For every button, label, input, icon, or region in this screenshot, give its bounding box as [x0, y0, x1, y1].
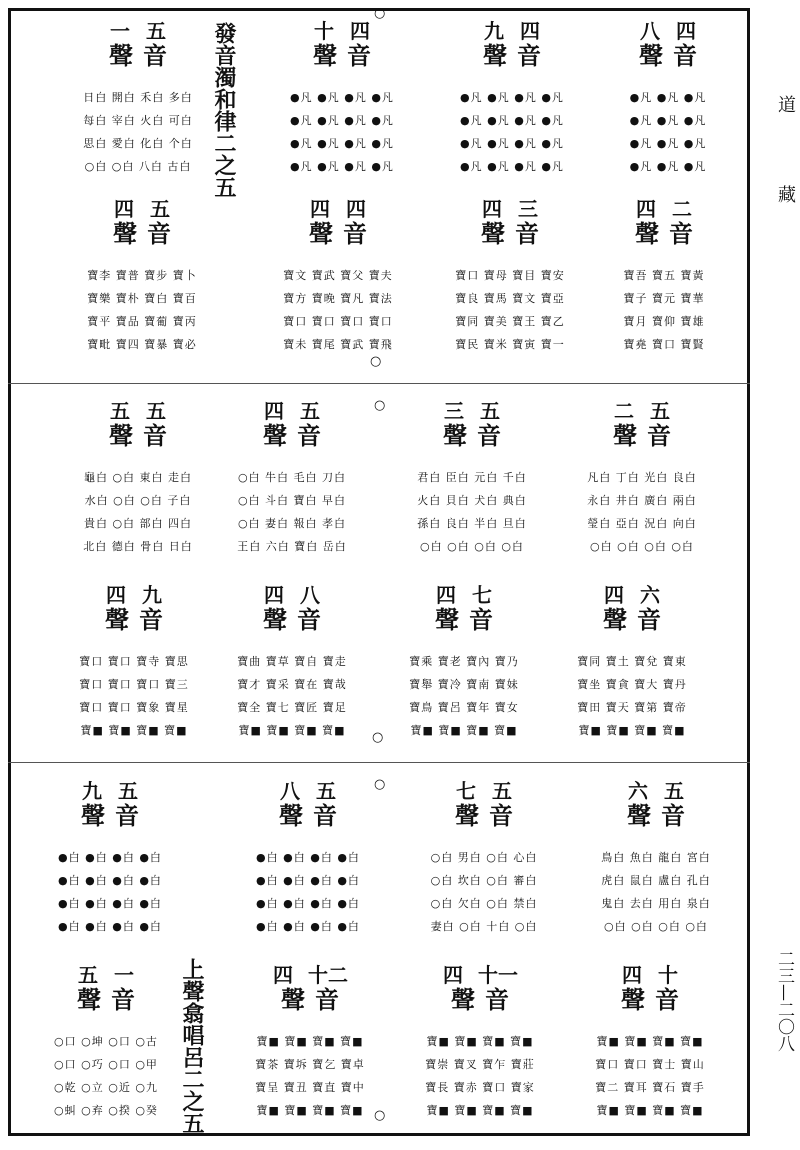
- header-char: 四: [482, 197, 502, 221]
- table-row: 寶崇 寶叉 寶乍 寶莊: [425, 1058, 535, 1071]
- table-row: ●白 ●白 ●白 ●白: [58, 851, 162, 864]
- table-row: 寶口 寶口 寶口 寶三: [79, 678, 189, 691]
- header-char: 五: [480, 399, 500, 423]
- header-char: 音: [477, 421, 501, 450]
- header-char: 聲: [443, 421, 467, 450]
- sound-table: [404, 780, 564, 938]
- table-row: 寶民 寶米 寶寅 寶一: [455, 338, 565, 351]
- header-char: 五: [492, 779, 512, 803]
- table-row: 寶樂 寶朴 寶白 寶百: [87, 292, 197, 305]
- header-char: 六: [640, 583, 660, 607]
- section-divider: [8, 762, 750, 763]
- header-char: 聲: [481, 219, 505, 248]
- header-char: 聲: [627, 801, 651, 830]
- table-row: 寶■ 寶■ 寶■ 寶■: [256, 1104, 364, 1117]
- table-row: 寶同 寶土 寶兌 寶東: [577, 655, 687, 668]
- sound-table: [562, 400, 722, 558]
- header-char: 四: [350, 19, 370, 43]
- table-row: ○白 妻白 報白 孝白: [237, 517, 347, 530]
- circle-marker: ○: [374, 777, 386, 792]
- table-row: 寶坐 寶貪 寶大 寶丹: [577, 678, 687, 691]
- table-row: 寶■ 寶■ 寶■ 寶■: [410, 724, 518, 737]
- table-row: ●凡 ●凡 ●凡 ●凡: [460, 160, 564, 173]
- sound-table: [584, 198, 744, 356]
- header-char: 四: [676, 19, 696, 43]
- header-char: 音: [517, 41, 541, 70]
- table-row: ●凡 ●凡 ●凡 ●凡: [290, 160, 394, 173]
- header-char: 四: [636, 197, 656, 221]
- table-row: ○白 欠白 ○白 禁白: [430, 897, 538, 910]
- table-row: 每白 宰白 火白 可白: [83, 114, 193, 127]
- table-row: 寶曲 寶草 寶自 寶走: [237, 655, 347, 668]
- header-char: 音: [669, 219, 693, 248]
- table-row: 永白 井白 廣白 兩白: [587, 494, 697, 507]
- header-char: 十二: [308, 963, 348, 987]
- header-char: 音: [515, 219, 539, 248]
- header-char: 五: [150, 197, 170, 221]
- header-char: 音: [485, 985, 509, 1014]
- header-char: 四: [310, 197, 330, 221]
- table-row: 寶乘 寶老 寶內 寶乃: [409, 655, 519, 668]
- sound-table: [430, 198, 590, 356]
- table-row: 寶呈 寶丑 寶直 寶中: [255, 1081, 365, 1094]
- header-char: 四: [436, 583, 456, 607]
- table-row: ○口 ○巧 ○口 ○甲: [54, 1058, 158, 1071]
- table-row: ●凡 ●凡 ●凡 ●凡: [460, 137, 564, 150]
- table-row: 日白 開白 禾白 多白: [83, 91, 193, 104]
- sound-table: [230, 964, 390, 1122]
- table-row: 寶舉 寶冷 寶南 寶妹: [409, 678, 519, 691]
- header-char: 四: [622, 963, 642, 987]
- header-char: 聲: [109, 41, 133, 70]
- sound-table: [262, 20, 422, 178]
- table-row: 寶堯 寶口 寶賢: [623, 338, 705, 351]
- header-char: 聲: [603, 605, 627, 634]
- table-row: ●凡 ●凡 ●凡 ●凡: [290, 91, 394, 104]
- sound-table: [62, 198, 222, 356]
- table-row: ●凡 ●凡 ●凡: [629, 114, 707, 127]
- section-divider: [8, 383, 750, 384]
- header-char: 聲: [483, 41, 507, 70]
- header-char: 音: [489, 801, 513, 830]
- section-title-note: 上聲翕唱呂二之五: [179, 958, 205, 1134]
- table-row: 寶茶 寶坼 寶乞 寶卓: [255, 1058, 365, 1071]
- table-row: 寶未 寶尾 寶武 寶飛: [283, 338, 393, 351]
- table-row: 寶全 寶七 寶匠 寶足: [237, 701, 347, 714]
- table-row: 虎白 鼠白 盧白 孔白: [601, 874, 711, 887]
- circle-marker: ○: [374, 6, 386, 21]
- sound-table: [54, 584, 214, 742]
- sound-table: [588, 20, 748, 178]
- table-row: 寶■ 寶■ 寶■ 寶■: [256, 1035, 364, 1048]
- table-row: 孫白 良白 半白 旦白: [417, 517, 527, 530]
- header-char: 十一: [478, 963, 518, 987]
- table-row: ●凡 ●凡 ●凡 ●凡: [290, 137, 394, 150]
- header-char: 音: [115, 801, 139, 830]
- header-char: 聲: [451, 985, 475, 1014]
- table-row: ○虯 ○弃 ○揆 ○癸: [54, 1104, 158, 1117]
- header-char: 七: [472, 583, 492, 607]
- header-char: 八: [300, 583, 320, 607]
- table-row: ○白 ○白 ○白 ○白: [604, 920, 708, 933]
- table-row: ○白 男白 ○白 心白: [430, 851, 538, 864]
- header-char: 三: [518, 197, 538, 221]
- header-char: 六: [628, 779, 648, 803]
- header-char: 音: [469, 605, 493, 634]
- header-char: 二: [672, 197, 692, 221]
- table-row: 寶■ 寶■ 寶■ 寶■: [426, 1104, 534, 1117]
- table-row: 寶文 寶武 寶父 寶夫: [283, 269, 393, 282]
- sound-table: [570, 964, 730, 1122]
- sound-table: [58, 20, 218, 178]
- table-row: ○白 牛白 毛白 刀白: [237, 471, 347, 484]
- header-char: 一: [114, 963, 134, 987]
- table-row: 寶毗 寶四 寶暴 寶必: [87, 338, 197, 351]
- header-char: 三: [444, 399, 464, 423]
- header-char: 音: [315, 985, 339, 1014]
- table-row: 寶口 寶口 寶象 寶星: [79, 701, 189, 714]
- header-char: 九: [142, 583, 162, 607]
- header-char: 五: [118, 779, 138, 803]
- table-row: 瑩白 亞白 況白 向白: [587, 517, 697, 530]
- table-row: 寶■ 寶■ 寶■ 寶■: [80, 724, 188, 737]
- table-row: ●凡 ●凡 ●凡: [629, 137, 707, 150]
- table-row: ●凡 ●凡 ●凡: [629, 160, 707, 173]
- table-row: 寶良 寶馬 寶文 寶亞: [455, 292, 565, 305]
- circle-marker: ○: [370, 354, 382, 369]
- header-char: 聲: [313, 41, 337, 70]
- table-row: 寶長 寶赤 寶口 寶家: [425, 1081, 535, 1094]
- header-char: 十: [314, 19, 334, 43]
- header-char: 音: [661, 801, 685, 830]
- header-char: 八: [640, 19, 660, 43]
- header-char: 聲: [279, 801, 303, 830]
- table-row: ○白 ○白 ○白 ○白: [590, 540, 694, 553]
- table-row: 寶口 寶母 寶目 寶安: [455, 269, 565, 282]
- circle-marker: ○: [372, 730, 384, 745]
- table-row: 君白 臣白 元白 千白: [417, 471, 527, 484]
- table-row: 思白 愛白 化白 个白: [83, 137, 193, 150]
- table-row: 寶■ 寶■ 寶■ 寶■: [426, 1035, 534, 1048]
- header-char: 五: [146, 399, 166, 423]
- table-row: ○乾 ○立 ○近 ○九: [54, 1081, 158, 1094]
- header-char: 音: [297, 421, 321, 450]
- sound-table: [228, 780, 388, 938]
- header-char: 聲: [281, 985, 305, 1014]
- table-row: ●凡 ●凡 ●凡 ●凡: [290, 114, 394, 127]
- margin-page-number: 二三—二〇八: [774, 950, 794, 1052]
- header-char: 聲: [77, 985, 101, 1014]
- sound-table: [212, 400, 372, 558]
- header-char: 聲: [639, 41, 663, 70]
- header-char: 一: [110, 19, 130, 43]
- sound-table: [258, 198, 418, 356]
- header-char: 五: [650, 399, 670, 423]
- header-char: 音: [147, 219, 171, 248]
- table-row: ○白 坎白 ○白 審白: [430, 874, 538, 887]
- header-char: 音: [139, 605, 163, 634]
- table-row: ○白 斗白 寶白 早白: [237, 494, 347, 507]
- table-row: 寶才 寶采 寶在 寶哉: [237, 678, 347, 691]
- header-char: 十: [658, 963, 678, 987]
- table-row: 鳥白 魚白 龍白 宮白: [601, 851, 711, 864]
- table-row: 寶■ 寶■ 寶■ 寶■: [596, 1104, 704, 1117]
- table-row: 凡白 丁白 光白 良白: [587, 471, 697, 484]
- table-row: ○口 ○坤 ○口 ○古: [54, 1035, 158, 1048]
- table-row: ○白 ○白 ○白 ○白: [420, 540, 524, 553]
- table-row: 妻白 ○白 十白 ○白: [430, 920, 538, 933]
- header-char: 音: [343, 219, 367, 248]
- header-char: 音: [647, 421, 671, 450]
- header-char: 二: [614, 399, 634, 423]
- header-char: 音: [673, 41, 697, 70]
- header-char: 聲: [113, 219, 137, 248]
- table-row: 寶同 寶美 寶王 寶乙: [455, 315, 565, 328]
- sound-table: [576, 780, 736, 938]
- sound-table: [30, 780, 190, 938]
- header-char: 五: [300, 399, 320, 423]
- sound-table: [58, 400, 218, 558]
- header-char: 音: [143, 421, 167, 450]
- header-char: 聲: [109, 421, 133, 450]
- table-row: ●凡 ●凡 ●凡: [629, 91, 707, 104]
- table-row: ●白 ●白 ●白 ●白: [256, 851, 360, 864]
- table-row: 龜白 ○白 東白 走白: [83, 471, 193, 484]
- table-row: 寶■ 寶■ 寶■ 寶■: [238, 724, 346, 737]
- section-title-note: 發音濁和律二之五: [211, 22, 237, 198]
- table-row: 北白 德白 骨白 日白: [83, 540, 193, 553]
- header-char: 五: [316, 779, 336, 803]
- table-row: 寶子 寶元 寶華: [623, 292, 705, 305]
- table-row: 寶月 寶仰 寶雄: [623, 315, 705, 328]
- sound-table: [392, 400, 552, 558]
- header-char: 音: [297, 605, 321, 634]
- table-row: ○白 ○白 八白 古白: [84, 160, 192, 173]
- table-row: 寶口 寶口 寶口 寶口: [283, 315, 393, 328]
- margin-label-top2: 藏: [775, 185, 796, 203]
- header-char: 聲: [621, 985, 645, 1014]
- header-char: 四: [346, 197, 366, 221]
- table-row: 寶二 寶耳 寶石 寶手: [595, 1081, 705, 1094]
- sound-table: [552, 584, 712, 742]
- table-row: 王白 六白 寶白 岳白: [237, 540, 347, 553]
- header-char: 音: [143, 41, 167, 70]
- table-row: 寶鳥 寶呂 寶年 寶女: [409, 701, 519, 714]
- sound-table: [26, 964, 186, 1122]
- header-char: 聲: [263, 605, 287, 634]
- table-row: 寶■ 寶■ 寶■ 寶■: [596, 1035, 704, 1048]
- circle-marker: ○: [374, 398, 386, 413]
- header-char: 五: [110, 399, 130, 423]
- header-char: 八: [280, 779, 300, 803]
- header-char: 五: [664, 779, 684, 803]
- header-char: 聲: [81, 801, 105, 830]
- header-char: 音: [313, 801, 337, 830]
- sound-table: [212, 584, 372, 742]
- header-char: 五: [146, 19, 166, 43]
- header-char: 九: [484, 19, 504, 43]
- table-row: 寶田 寶天 寶第 寶帝: [577, 701, 687, 714]
- table-row: ●凡 ●凡 ●凡 ●凡: [460, 114, 564, 127]
- header-char: 四: [604, 583, 624, 607]
- header-char: 聲: [613, 421, 637, 450]
- header-char: 七: [456, 779, 476, 803]
- header-char: 九: [82, 779, 102, 803]
- table-row: ●白 ●白 ●白 ●白: [58, 920, 162, 933]
- sound-table: [432, 20, 592, 178]
- header-char: 四: [273, 963, 293, 987]
- header-char: 音: [655, 985, 679, 1014]
- table-row: 火白 貝白 犬白 典白: [417, 494, 527, 507]
- table-row: ●白 ●白 ●白 ●白: [256, 897, 360, 910]
- table-row: ●凡 ●凡 ●凡 ●凡: [460, 91, 564, 104]
- circle-marker: ○: [374, 1108, 386, 1123]
- table-row: ●白 ●白 ●白 ●白: [256, 920, 360, 933]
- header-char: 音: [637, 605, 661, 634]
- table-row: 寶口 寶口 寶士 寶山: [595, 1058, 705, 1071]
- table-row: ●白 ●白 ●白 ●白: [256, 874, 360, 887]
- header-char: 四: [264, 399, 284, 423]
- header-char: 聲: [263, 421, 287, 450]
- header-char: 四: [264, 583, 284, 607]
- header-char: 聲: [309, 219, 333, 248]
- header-char: 聲: [435, 605, 459, 634]
- header-char: 音: [347, 41, 371, 70]
- header-char: 四: [443, 963, 463, 987]
- header-char: 聲: [455, 801, 479, 830]
- table-row: 寶平 寶品 寶葡 寶丙: [87, 315, 197, 328]
- header-char: 五: [78, 963, 98, 987]
- table-row: 寶口 寶口 寶寺 寶思: [79, 655, 189, 668]
- header-char: 聲: [635, 219, 659, 248]
- table-row: 寶方 寶晚 寶凡 寶法: [283, 292, 393, 305]
- margin-label-top: 道: [775, 95, 796, 113]
- header-char: 四: [106, 583, 126, 607]
- sound-table: [400, 964, 560, 1122]
- table-row: ●白 ●白 ●白 ●白: [58, 874, 162, 887]
- table-row: 水白 ○白 ○白 子白: [84, 494, 192, 507]
- sound-table: [384, 584, 544, 742]
- table-row: 寶李 寶普 寶步 寶卜: [87, 269, 197, 282]
- header-char: 四: [114, 197, 134, 221]
- table-row: ●白 ●白 ●白 ●白: [58, 897, 162, 910]
- table-row: 貴白 ○白 部白 四白: [83, 517, 193, 530]
- header-char: 音: [111, 985, 135, 1014]
- table-row: 鬼白 去白 用白 泉白: [601, 897, 711, 910]
- table-row: 寶■ 寶■ 寶■ 寶■: [578, 724, 686, 737]
- table-row: 寶吾 寶五 寶黃: [623, 269, 705, 282]
- header-char: 聲: [105, 605, 129, 634]
- header-char: 四: [520, 19, 540, 43]
